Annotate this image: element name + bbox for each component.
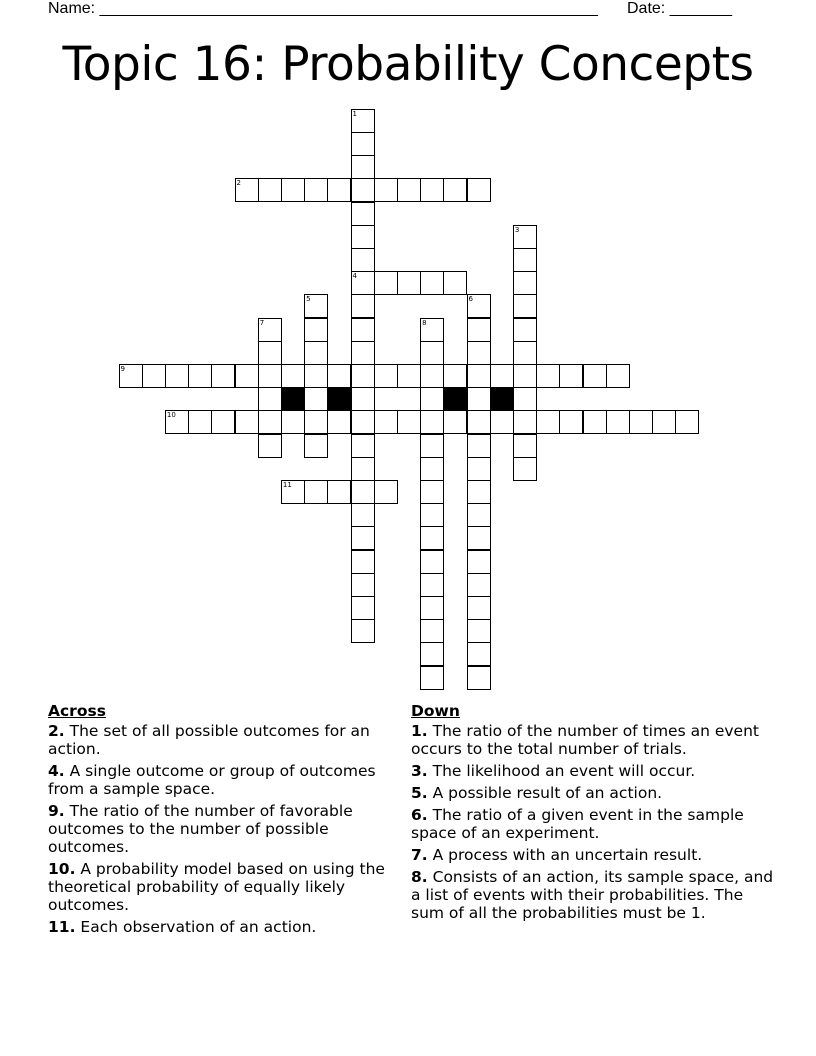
- crossword-cell[interactable]: [420, 526, 444, 550]
- crossword-cell[interactable]: [606, 410, 630, 434]
- clue-number: 9.: [48, 802, 65, 820]
- clue-text: Each observation of an action.: [80, 918, 317, 936]
- crossword-cell[interactable]: [351, 480, 375, 504]
- crossword-black-cell: [327, 387, 351, 411]
- crossword-cell[interactable]: [629, 410, 653, 434]
- crossword-cell[interactable]: [513, 294, 537, 318]
- crossword-cell[interactable]: [351, 318, 375, 342]
- clue-number-label: 10: [166, 411, 176, 420]
- crossword-cell[interactable]: [351, 202, 375, 226]
- crossword-cell[interactable]: [467, 294, 491, 318]
- clue-down-8: [411, 868, 781, 922]
- crossword-cell[interactable]: [467, 550, 491, 574]
- crossword-cell[interactable]: [142, 364, 166, 388]
- crossword-cell[interactable]: [467, 526, 491, 550]
- date-field-label: Date: _______: [627, 0, 732, 17]
- crossword-cell[interactable]: [467, 503, 491, 527]
- crossword-cell[interactable]: [304, 410, 328, 434]
- crossword-cell[interactable]: [351, 225, 375, 249]
- crossword-cell[interactable]: [304, 387, 328, 411]
- clue-number-label: 3: [514, 225, 520, 234]
- across-clues: [48, 702, 393, 940]
- clue-number: 3.: [411, 762, 428, 780]
- clue-number-label: 1: [352, 109, 357, 118]
- crossword-cell[interactable]: [374, 364, 398, 388]
- crossword-cell[interactable]: [652, 410, 676, 434]
- crossword-cell[interactable]: [513, 318, 537, 342]
- clue-number-label: 4: [352, 272, 357, 281]
- crossword-cell[interactable]: [397, 364, 421, 388]
- crossword-cell[interactable]: [513, 387, 537, 411]
- crossword-cell[interactable]: [258, 178, 282, 202]
- clue-down-5: [411, 784, 781, 802]
- crossword-cell[interactable]: [583, 410, 607, 434]
- crossword-cell[interactable]: [351, 271, 375, 295]
- clue-number: 4.: [48, 762, 65, 780]
- crossword-cell[interactable]: [443, 178, 467, 202]
- crossword-cell[interactable]: [513, 248, 537, 272]
- crossword-cell[interactable]: [536, 364, 560, 388]
- name-field-label: Name: ________________________________________________________: [48, 0, 598, 17]
- clue-number-label: 5: [306, 295, 311, 304]
- crossword-cell[interactable]: [559, 364, 583, 388]
- crossword-cell[interactable]: [467, 434, 491, 458]
- crossword-cell[interactable]: [374, 178, 398, 202]
- clue-across-9: [48, 802, 393, 856]
- crossword-cell[interactable]: [420, 480, 444, 504]
- crossword-cell[interactable]: [258, 387, 282, 411]
- clue-text: The ratio of a given event in the sample space of an experiment.: [411, 806, 744, 842]
- clue-across-2: [48, 722, 393, 758]
- clue-text: A process with an uncertain result.: [432, 846, 703, 864]
- crossword-cell[interactable]: [351, 294, 375, 318]
- crossword-cell[interactable]: [420, 178, 444, 202]
- crossword-cell[interactable]: [513, 410, 537, 434]
- crossword-cell[interactable]: [420, 596, 444, 620]
- crossword-cell[interactable]: [327, 410, 351, 434]
- clue-down-7: [411, 846, 781, 864]
- crossword-cell[interactable]: [420, 387, 444, 411]
- crossword-cell[interactable]: [397, 271, 421, 295]
- crossword-cell[interactable]: [281, 178, 305, 202]
- crossword-cell[interactable]: [281, 480, 305, 504]
- crossword-cell[interactable]: [188, 364, 212, 388]
- clue-number: 11.: [48, 918, 76, 936]
- crossword-cell[interactable]: [443, 271, 467, 295]
- clue-down-3: [411, 762, 781, 780]
- crossword-cell[interactable]: [165, 364, 189, 388]
- down-heading: Down: [411, 702, 460, 720]
- crossword-cell[interactable]: [351, 132, 375, 156]
- crossword-cell[interactable]: [490, 364, 514, 388]
- crossword-cell[interactable]: [165, 410, 189, 434]
- crossword-cell[interactable]: [258, 410, 282, 434]
- crossword-cell[interactable]: [351, 619, 375, 643]
- clue-down-1: [411, 722, 781, 758]
- crossword-cell[interactable]: [420, 318, 444, 342]
- page-title: Topic 16: Probability Concepts: [62, 37, 754, 92]
- crossword-cell[interactable]: [351, 109, 375, 133]
- crossword-cell[interactable]: [258, 434, 282, 458]
- crossword-cell[interactable]: [374, 480, 398, 504]
- crossword-cell[interactable]: [235, 364, 259, 388]
- crossword-cell[interactable]: [304, 480, 328, 504]
- crossword-cell[interactable]: [513, 364, 537, 388]
- crossword-cell[interactable]: [351, 573, 375, 597]
- clue-text: A possible result of an action.: [432, 784, 663, 802]
- crossword-cell[interactable]: [281, 364, 305, 388]
- crossword-cell[interactable]: [467, 387, 491, 411]
- crossword-cell[interactable]: [258, 364, 282, 388]
- crossword-cell[interactable]: [351, 457, 375, 481]
- clue-text: The ratio of the number of times an event occurs to the total number of trials.: [411, 722, 759, 758]
- clue-number: 6.: [411, 806, 428, 824]
- clue-number: 1.: [411, 722, 428, 740]
- crossword-cell[interactable]: [351, 526, 375, 550]
- crossword-cell[interactable]: [467, 573, 491, 597]
- clue-number: 2.: [48, 722, 65, 740]
- crossword-cell[interactable]: [467, 480, 491, 504]
- crossword-cell[interactable]: [304, 294, 328, 318]
- crossword-cell[interactable]: [443, 410, 467, 434]
- clue-text: A single outcome or group of outcomes from a sample space.: [48, 762, 376, 798]
- crossword-cell[interactable]: [258, 318, 282, 342]
- crossword-cell[interactable]: [188, 410, 212, 434]
- crossword-cell[interactable]: [467, 619, 491, 643]
- crossword-cell[interactable]: [420, 341, 444, 365]
- clue-text: Consists of an action, its sample space, and a list of events with their probabilities. The sum of all the probabilities must be 1.: [411, 868, 774, 922]
- crossword-cell[interactable]: [420, 364, 444, 388]
- crossword-cell[interactable]: [351, 434, 375, 458]
- clue-text: The set of all possible outcomes for an action.: [48, 722, 370, 758]
- crossword-cell[interactable]: [420, 642, 444, 666]
- crossword-cell[interactable]: [304, 178, 328, 202]
- crossword-cell[interactable]: [513, 434, 537, 458]
- crossword-cell[interactable]: [304, 434, 328, 458]
- crossword-cell[interactable]: [420, 434, 444, 458]
- crossword-cell[interactable]: [211, 410, 235, 434]
- crossword-cell[interactable]: [467, 457, 491, 481]
- crossword-cell[interactable]: [467, 318, 491, 342]
- crossword-cell[interactable]: [304, 318, 328, 342]
- crossword-cell[interactable]: [675, 410, 699, 434]
- crossword-black-cell: [443, 387, 467, 411]
- crossword-cell[interactable]: [443, 364, 467, 388]
- clue-number-label: 11: [282, 481, 292, 489]
- crossword-cell[interactable]: [467, 642, 491, 666]
- crossword-cell[interactable]: [235, 178, 259, 202]
- crossword-cell[interactable]: [351, 248, 375, 272]
- crossword-cell[interactable]: [467, 341, 491, 365]
- crossword-cell[interactable]: [606, 364, 630, 388]
- crossword-cell[interactable]: [351, 178, 375, 202]
- crossword-cell[interactable]: [513, 225, 537, 249]
- crossword-cell[interactable]: [420, 619, 444, 643]
- crossword-cell[interactable]: [351, 387, 375, 411]
- crossword-cell[interactable]: [420, 666, 444, 690]
- crossword-cell[interactable]: [351, 155, 375, 179]
- across-heading: Across: [48, 702, 106, 720]
- crossword-cell[interactable]: [211, 364, 235, 388]
- crossword-cell[interactable]: [467, 178, 491, 202]
- crossword-cell[interactable]: [420, 550, 444, 574]
- crossword-cell[interactable]: [397, 178, 421, 202]
- crossword-cell[interactable]: [513, 341, 537, 365]
- crossword-cell[interactable]: [235, 410, 259, 434]
- clue-number-label: 6: [468, 295, 473, 304]
- crossword-cell[interactable]: [327, 480, 351, 504]
- clue-number: 7.: [411, 846, 428, 864]
- crossword-cell[interactable]: [513, 457, 537, 481]
- crossword-black-cell: [490, 387, 514, 411]
- crossword-cell[interactable]: [304, 341, 328, 365]
- crossword-cell[interactable]: [374, 271, 398, 295]
- crossword-cell[interactable]: [420, 410, 444, 434]
- clue-text: A probability model based on using the theoretical probability of equally likely outcomes.: [48, 860, 385, 914]
- crossword-cell[interactable]: [513, 271, 537, 295]
- clue-text: The likelihood an event will occur.: [432, 762, 696, 780]
- down-clues: [411, 702, 781, 926]
- crossword-cell[interactable]: [583, 364, 607, 388]
- crossword-black-cell: [281, 387, 305, 411]
- clue-across-4: [48, 762, 393, 798]
- crossword-cell[interactable]: [467, 364, 491, 388]
- clue-text: The ratio of the number of favorable outcomes to the number of possible outcomes.: [48, 802, 353, 856]
- crossword-cell[interactable]: [119, 364, 143, 388]
- crossword-cell[interactable]: [467, 666, 491, 690]
- crossword-cell[interactable]: [351, 596, 375, 620]
- crossword-cell[interactable]: [420, 573, 444, 597]
- crossword-cell[interactable]: [304, 364, 328, 388]
- crossword-cell[interactable]: [258, 341, 282, 365]
- clue-across-10: [48, 860, 393, 914]
- clue-number: 5.: [411, 784, 428, 802]
- clue-across-11: [48, 918, 393, 936]
- clue-number: 10.: [48, 860, 76, 878]
- crossword-cell[interactable]: [351, 503, 375, 527]
- crossword-cell[interactable]: [420, 271, 444, 295]
- clue-number: 8.: [411, 868, 428, 886]
- crossword-cell[interactable]: [467, 410, 491, 434]
- crossword-cell[interactable]: [420, 457, 444, 481]
- crossword-cell[interactable]: [397, 410, 421, 434]
- crossword-cell[interactable]: [490, 410, 514, 434]
- crossword-cell[interactable]: [374, 410, 398, 434]
- crossword-cell[interactable]: [351, 410, 375, 434]
- clue-number-label: 7: [259, 318, 265, 327]
- crossword-cell[interactable]: [327, 364, 351, 388]
- crossword-cell[interactable]: [281, 410, 305, 434]
- clue-number-label: 9: [120, 365, 125, 373]
- crossword-cell[interactable]: [351, 364, 375, 388]
- clue-number-label: 2: [236, 179, 241, 188]
- clue-number-label: 8: [422, 318, 427, 327]
- crossword-cell[interactable]: [327, 178, 351, 202]
- crossword-cell[interactable]: [559, 410, 583, 434]
- crossword-cell[interactable]: [351, 341, 375, 365]
- clue-down-6: [411, 806, 781, 842]
- crossword-cell[interactable]: [420, 503, 444, 527]
- crossword-cell[interactable]: [351, 550, 375, 574]
- crossword-cell[interactable]: [467, 596, 491, 620]
- crossword-cell[interactable]: [536, 410, 560, 434]
